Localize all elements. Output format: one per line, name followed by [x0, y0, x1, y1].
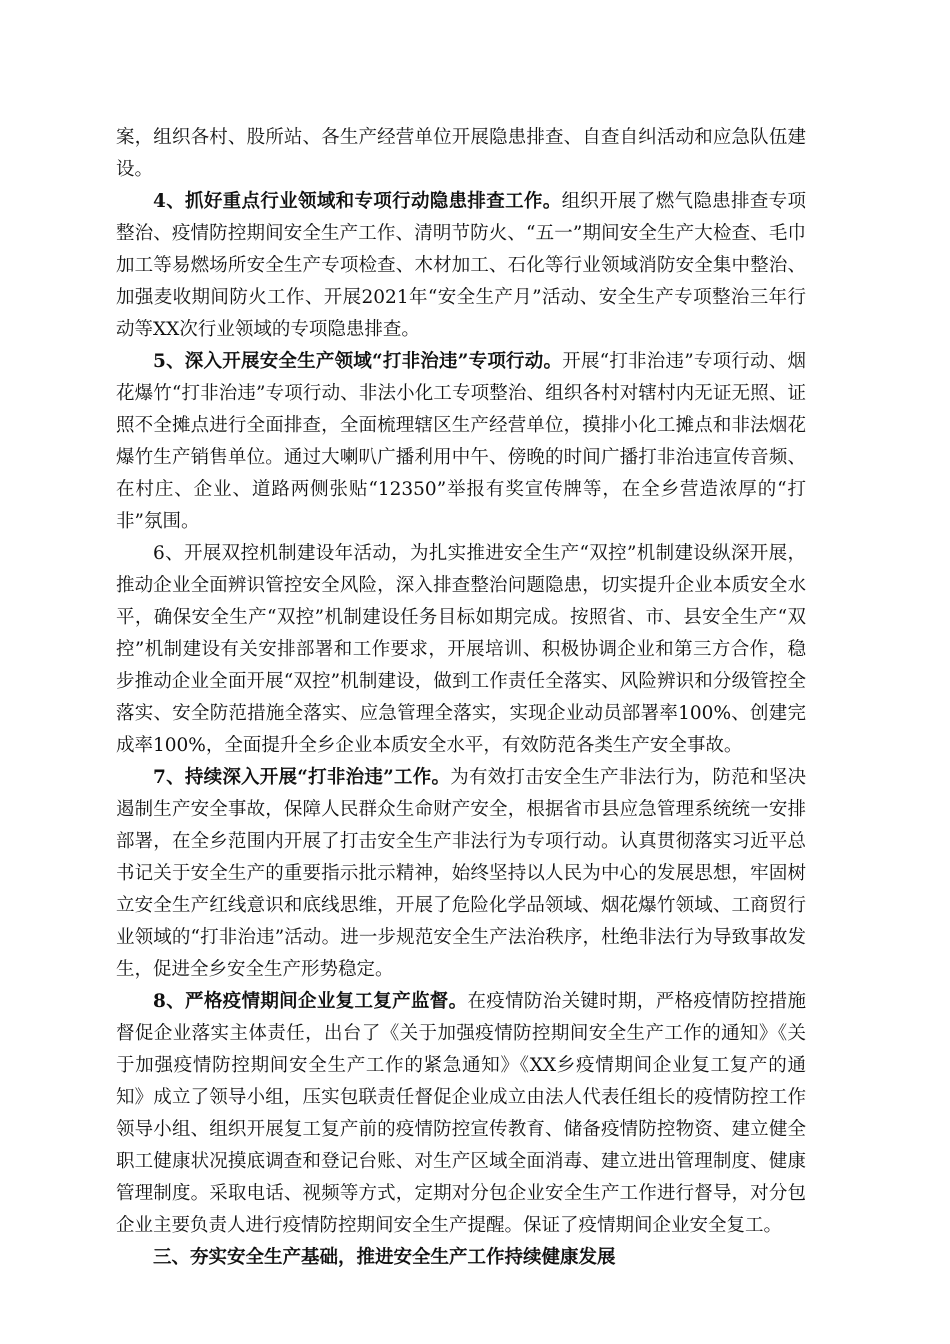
item-5-body: 开展“打非治违”专项行动、烟花爆竹“打非治违”专项行动、非法小化工专项整治、组织各村对辖村内无证无照、证照不全摊点进行全面排查，全面梳理辖区生产经营单位，摸排小化工摊点和非法烟花爆竹生产销售单位。通过大喇叭广播利用中午、傍晚的时间广播打非治违宣传音频、在村庄、企业、道路两侧张贴“12350”举报有奖宣传牌等，在全乡营造浓厚的“打非”氛围。	[116, 351, 806, 532]
paragraph-continuation: 案，组织各村、股所站、各生产经营单位开展隐患排查、自查自纠活动和应急队伍建设。	[116, 127, 806, 180]
item-7-heading: 7、持续深入开展“打非治违”工作。	[153, 767, 451, 788]
document-page	[116, 122, 806, 1274]
item-8-body: 在疫情防治关键时期，严格疫情防控措施督促企业落实主体责任，出台了《关于加强疫情防控期间安全生产工作的通知》《关于加强疫情防控期间安全生产工作的紧急通知》《XX乡疫情期间企业复工复产的通知》成立了领导小组，压实包联责任督促企业成立由法人代表任组长的疫情防控工作领导小组、组织开展复工复产前的疫情防控宣传教育、储备疫情防控物资、建立健全职工健康状况摸底调查和登记台账、对生产区域全面消毒、建立进出管理制度、健康管理制度。采取电话、视频等方式，定期对分包企业安全生产工作进行督导，对分包企业主要负责人进行疫情防控期间安全生产提醒。保证了疫情期间企业安全复工。	[116, 991, 806, 1236]
item-5-heading: 5、深入开展安全生产领域“打非治违”专项行动。	[153, 351, 563, 372]
item-4-body: 组织开展了燃气隐患排查专项整治、疫情防控期间安全生产工作、清明节防火、“五一”期间安全生产大检查、毛巾加工等易燃场所安全生产专项检查、木材加工、石化等行业领域消防安全集中整治、加强麦收期间防火工作、开展2021年“安全生产月”活动、安全生产专项整治三年行动等XX次行业领域的专项隐患排查。	[116, 191, 806, 340]
item-4-heading: 4、抓好重点行业领域和专项行动隐患排查工作。	[153, 191, 562, 212]
item-8-heading: 8、严格疫情期间企业复工复产监督。	[153, 991, 468, 1012]
paragraph-item-8	[116, 986, 806, 1242]
section-heading-3: 三、夯实安全生产基础，推进安全生产工作持续健康发展	[153, 1247, 616, 1268]
paragraph-item-7	[116, 762, 806, 986]
paragraph-item-5	[116, 346, 806, 538]
paragraph-item-4	[116, 186, 806, 346]
item-7-body: 为有效打击安全生产非法行为，防范和坚决遏制生产安全事故，保障人民群众生命财产安全，根据省市县应急管理系统统一安排部署，在全乡范围内开展了打击安全生产非法行为专项行动。认真贯彻落实习近平总书记关于安全生产的重要指示批示精神，始终坚持以人民为中心的发展思想，牢固树立安全生产红线意识和底线思维，开展了危险化学品领域、烟花爆竹领域、工商贸行业领域的“打非治违”活动。进一步规范安全生产法治秩序，杜绝非法行为导致事故发生，促进全乡安全生产形势稳定。	[116, 767, 806, 980]
paragraph-item-6: 6、开展双控机制建设年活动，为扎实推进安全生产“双控”机制建设纵深开展，推动企业全面辨识管控安全风险，深入排查整治问题隐患，切实提升企业本质安全水平，确保安全生产“双控”机制建设任务目标如期完成。按照省、市、县安全生产“双控”机制建设有关安排部署和工作要求，开展培训、积极协调企业和第三方合作，稳步推动企业全面开展“双控”机制建设，做到工作责任全落实、风险辨识和分级管控全落实、安全防范措施全落实、应急管理全落实，实现企业动员部署率100%、创建完成率100%，全面提升全乡企业本质安全水平，有效防范各类生产安全事故。	[116, 543, 806, 756]
